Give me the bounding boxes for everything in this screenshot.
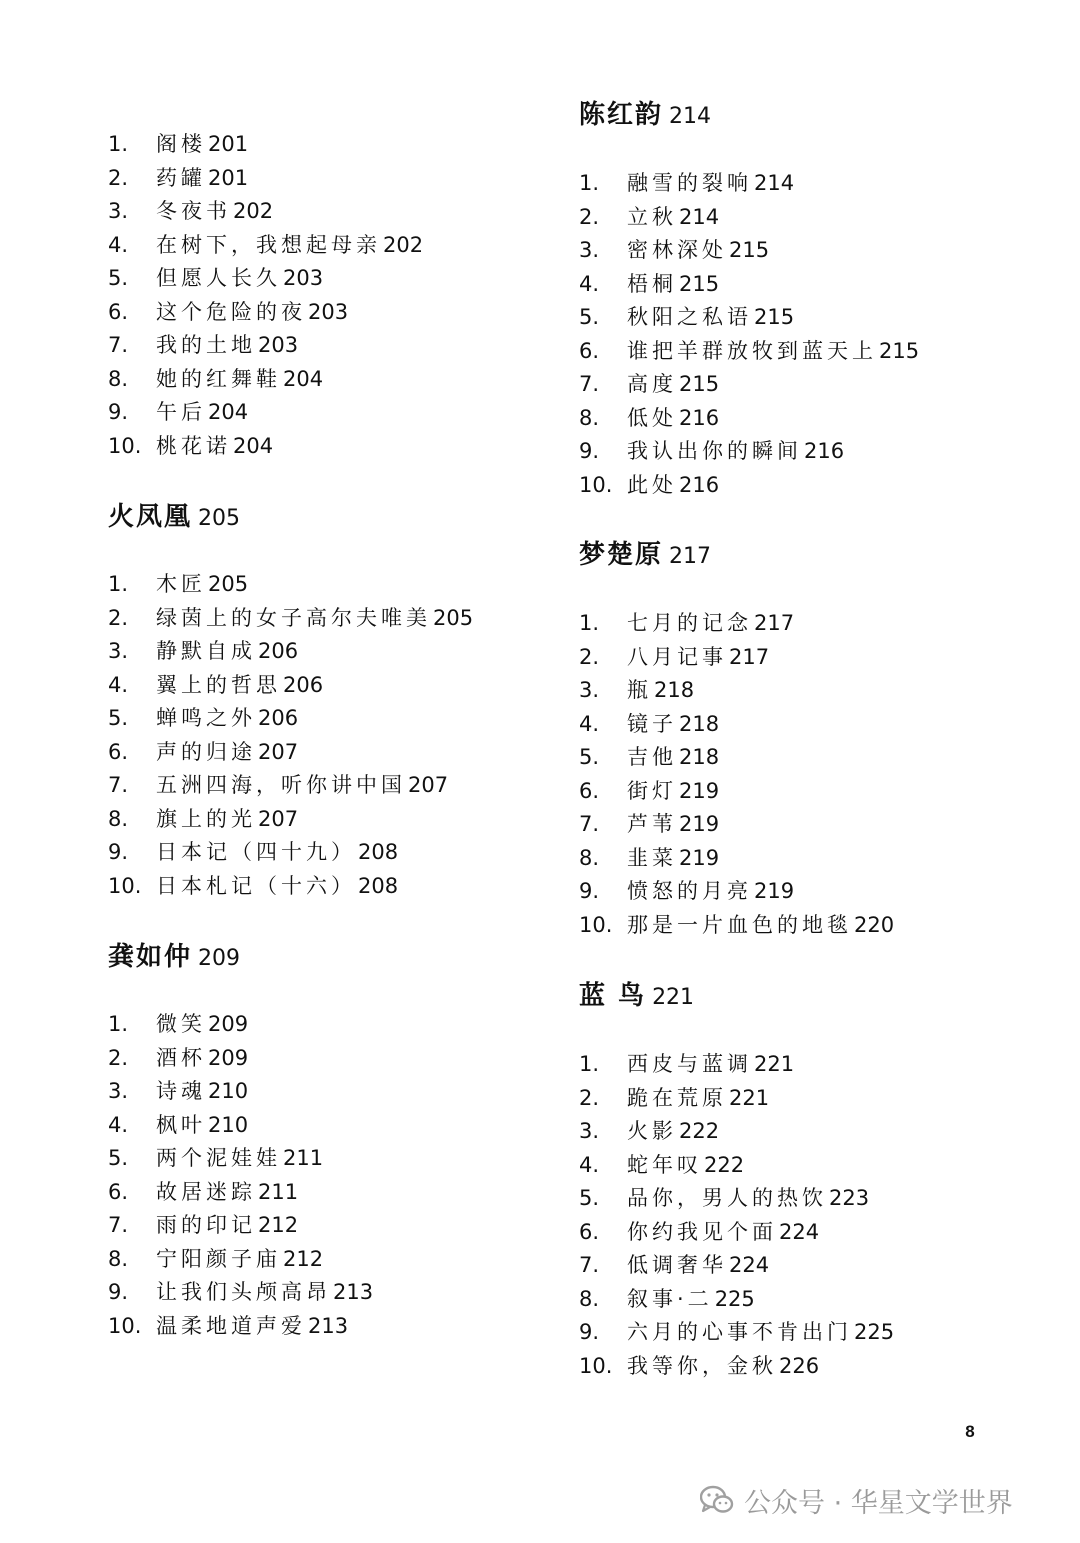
- entry-title: 芦苇: [627, 812, 677, 836]
- toc-entry: [108, 162, 423, 196]
- entry-number: 10.: [108, 1313, 142, 1338]
- entry-page: 213: [333, 1280, 374, 1304]
- author-name: 陈红韵: [579, 100, 664, 130]
- entry-page: 218: [679, 711, 720, 736]
- entry-title: 诗魂: [156, 1079, 206, 1103]
- entry-page: 215: [729, 238, 770, 262]
- entry-number: 7.: [108, 773, 129, 797]
- entry-title: 酒杯: [156, 1045, 206, 1070]
- toc-entry: [579, 1048, 894, 1082]
- toc-entry: [108, 1142, 373, 1176]
- entry-page: 207: [258, 806, 299, 831]
- entry-title: 品你，男人的热饮: [627, 1186, 827, 1210]
- entry-page: 213: [308, 1313, 349, 1338]
- entry-page: 219: [679, 778, 720, 803]
- author-start-page: 205: [198, 506, 241, 531]
- entry-number: 1.: [579, 611, 600, 635]
- entry-number: 6.: [579, 338, 600, 363]
- toc-entry: [108, 1243, 373, 1277]
- toc-entry: [579, 1149, 894, 1183]
- author-start-page: 217: [669, 544, 712, 569]
- author-start-page: 221: [652, 985, 695, 1010]
- entry-number: 10.: [108, 873, 142, 898]
- entry-page: 201: [208, 165, 249, 190]
- entry-title: 木匠: [156, 572, 206, 596]
- toc-entry: [579, 607, 894, 641]
- entry-page: 216: [804, 439, 845, 463]
- entry-page: 204: [233, 433, 274, 458]
- entry-page: 225: [854, 1320, 895, 1344]
- entry-title: 愤怒的月亮: [627, 879, 752, 903]
- section-heading: [579, 535, 711, 575]
- toc-entry: [108, 1276, 373, 1310]
- entry-title: 密林深处: [627, 238, 727, 262]
- entry-number: 2.: [108, 605, 129, 630]
- entry-number: 2.: [579, 644, 600, 669]
- toc-entry: [108, 1075, 373, 1109]
- entry-page: 203: [283, 266, 324, 290]
- toc-entry: [579, 368, 919, 402]
- entry-page: 225: [714, 1286, 755, 1311]
- entry-page: 204: [208, 400, 249, 424]
- entry-number: 2.: [108, 165, 129, 190]
- entry-title: 蝉鸣之外: [156, 706, 256, 730]
- entry-page: 215: [679, 271, 720, 296]
- entry-page: 218: [679, 745, 720, 769]
- entry-page: 226: [779, 1353, 820, 1378]
- toc-list: [108, 568, 473, 903]
- entry-number: 6.: [108, 739, 129, 764]
- entry-number: 2.: [579, 1085, 600, 1110]
- entry-number: 8.: [108, 1246, 129, 1271]
- entry-page: 222: [679, 1119, 720, 1143]
- entry-page: 221: [729, 1085, 770, 1110]
- entry-number: 9.: [579, 439, 600, 463]
- entry-number: 4.: [579, 271, 600, 296]
- entry-title: 瓶: [627, 678, 652, 702]
- entry-title: 秋阳之私语: [627, 305, 752, 329]
- entry-title: 火影: [627, 1119, 677, 1143]
- author-start-page: 209: [198, 946, 241, 971]
- entry-title: 西皮与蓝调: [627, 1052, 752, 1076]
- author-start-page: 214: [669, 104, 712, 129]
- entry-number: 9.: [108, 400, 129, 424]
- entry-number: 2.: [108, 1045, 129, 1070]
- entry-number: 3.: [579, 678, 600, 702]
- entry-number: 10.: [579, 472, 613, 497]
- entry-title: 吉他: [627, 745, 677, 769]
- entry-page: 206: [258, 639, 299, 663]
- entry-title: 我认出你的瞬间: [627, 439, 802, 463]
- entry-number: 4.: [108, 1112, 129, 1137]
- entry-title: 翼上的哲思: [156, 672, 281, 697]
- entry-page: 214: [754, 171, 795, 195]
- entry-title: 高度: [627, 372, 677, 396]
- entry-number: 8.: [579, 1286, 600, 1311]
- toc-entry: [579, 1115, 894, 1149]
- toc-entry: [579, 335, 919, 369]
- entry-number: 5.: [108, 266, 129, 290]
- toc-entry: [108, 262, 423, 296]
- entry-title: 此处: [627, 472, 677, 497]
- entry-page: 205: [208, 572, 249, 596]
- entry-title: 日本记（四十九）: [156, 840, 356, 864]
- watermark: [700, 1478, 1013, 1522]
- entry-page: 206: [258, 706, 299, 730]
- page-number: 8: [965, 1422, 975, 1441]
- entry-number: 8.: [108, 366, 129, 391]
- toc-entry: [579, 708, 894, 742]
- toc-entry: [579, 1316, 894, 1350]
- entry-page: 216: [679, 472, 720, 497]
- entry-number: 8.: [108, 806, 129, 831]
- entry-title: 我的土地: [156, 333, 256, 357]
- entry-title: 枫叶: [156, 1112, 206, 1137]
- toc-entry: [579, 674, 894, 708]
- entry-number: 4.: [579, 711, 600, 736]
- entry-number: 9.: [108, 840, 129, 864]
- entry-number: 6.: [579, 1219, 600, 1244]
- entry-title: 跪在荒原: [627, 1085, 727, 1110]
- author-name: 火凤凰: [108, 502, 193, 532]
- entry-page: 217: [729, 644, 770, 669]
- toc-entry: [108, 736, 473, 770]
- entry-page: 208: [358, 873, 399, 898]
- author-name: 蓝 鸟: [579, 981, 647, 1011]
- entry-title: 微笑: [156, 1012, 206, 1036]
- toc-entry: [579, 234, 919, 268]
- toc-entry: [108, 1176, 373, 1210]
- entry-title: 谁把羊群放牧到蓝天上: [627, 338, 877, 363]
- entry-title: 绿茵上的女子高尔夫唯美: [156, 605, 431, 630]
- entry-title: 雨的印记: [156, 1213, 256, 1237]
- toc-entry: [108, 296, 423, 330]
- entry-number: 4.: [108, 232, 129, 257]
- entry-page: 219: [679, 845, 720, 870]
- entry-title: 日本札记（十六）: [156, 873, 356, 898]
- entry-number: 6.: [108, 1179, 129, 1204]
- toc-list: [579, 1048, 894, 1383]
- watermark-text: 公众号 · 华星文学世界: [744, 1487, 1013, 1519]
- entry-title: 梧桐: [627, 271, 677, 296]
- entry-page: 219: [679, 812, 720, 836]
- entry-page: 216: [679, 405, 720, 430]
- entry-page: 218: [654, 678, 695, 702]
- entry-page: 203: [258, 333, 299, 357]
- toc-entry: [579, 167, 919, 201]
- entry-page: 208: [358, 840, 399, 864]
- toc-entry: [579, 469, 919, 503]
- toc-entry: [108, 1042, 373, 1076]
- entry-number: 3.: [108, 639, 129, 663]
- section-heading: [108, 497, 240, 537]
- entry-title: 故居迷踪: [156, 1179, 256, 1204]
- toc-entry: [108, 229, 423, 263]
- entry-title: 她的红舞鞋: [156, 366, 281, 391]
- entry-page: 206: [283, 672, 324, 697]
- entry-page: 214: [679, 204, 720, 229]
- entry-number: 4.: [579, 1152, 600, 1177]
- entry-page: 210: [208, 1112, 249, 1137]
- entry-number: 3.: [108, 1079, 129, 1103]
- entry-number: 1.: [108, 572, 129, 596]
- entry-title: 五洲四海，听你讲中国: [156, 773, 406, 797]
- entry-page: 202: [383, 232, 424, 257]
- entry-number: 3.: [579, 1119, 600, 1143]
- wechat-icon: [700, 1485, 734, 1515]
- toc-entry: [579, 268, 919, 302]
- entry-number: 5.: [108, 1146, 129, 1170]
- toc-entry: [108, 1109, 373, 1143]
- entry-number: 5.: [579, 745, 600, 769]
- toc-entry: [108, 329, 423, 363]
- toc-entry: [579, 301, 919, 335]
- toc-entry: [108, 1209, 373, 1243]
- entry-title: 温柔地道声爱: [156, 1313, 306, 1338]
- entry-number: 7.: [108, 1213, 129, 1237]
- toc-entry: [108, 396, 423, 430]
- toc-entry: [108, 702, 473, 736]
- toc-entry: [108, 1008, 373, 1042]
- entry-title: 药罐: [156, 165, 206, 190]
- entry-page: 215: [754, 305, 795, 329]
- section-heading: [108, 937, 240, 977]
- entry-title: 低调奢华: [627, 1253, 727, 1277]
- entry-title: 韭菜: [627, 845, 677, 870]
- entry-title: 但愿人长久: [156, 266, 281, 290]
- entry-number: 6.: [579, 778, 600, 803]
- entry-title: 八月记事: [627, 644, 727, 669]
- entry-title: 这个危险的夜: [156, 299, 306, 324]
- entry-number: 5.: [108, 706, 129, 730]
- toc-entry: [579, 435, 919, 469]
- entry-number: 10.: [579, 1353, 613, 1378]
- toc-entry: [579, 402, 919, 436]
- toc-entry: [108, 870, 473, 904]
- entry-page: 219: [754, 879, 795, 903]
- entry-number: 3.: [108, 199, 129, 223]
- toc-entry: [579, 201, 919, 235]
- entry-title: 两个泥娃娃: [156, 1146, 281, 1170]
- entry-title: 旗上的光: [156, 806, 256, 831]
- entry-number: 9.: [579, 879, 600, 903]
- toc-entry: [108, 769, 473, 803]
- entry-title: 让我们头颅高昂: [156, 1280, 331, 1304]
- toc-entry: [579, 775, 894, 809]
- entry-page: 204: [283, 366, 324, 391]
- entry-page: 209: [208, 1045, 249, 1070]
- toc-entry: [108, 195, 423, 229]
- toc-entry: [579, 909, 894, 943]
- entry-page: 224: [729, 1253, 770, 1277]
- toc-entry: [108, 836, 473, 870]
- entry-number: 2.: [579, 204, 600, 229]
- entry-page: 207: [408, 773, 449, 797]
- toc-list: [579, 167, 919, 502]
- toc-entry: [108, 635, 473, 669]
- entry-title: 七月的记念: [627, 611, 752, 635]
- entry-number: 10.: [108, 433, 142, 458]
- toc-entry: [108, 602, 473, 636]
- entry-page: 210: [208, 1079, 249, 1103]
- entry-page: 224: [779, 1219, 820, 1244]
- entry-title: 你约我见个面: [627, 1219, 777, 1244]
- entry-page: 203: [308, 299, 349, 324]
- entry-number: 3.: [579, 238, 600, 262]
- toc-entry: [108, 128, 423, 162]
- toc-entry: [108, 430, 423, 464]
- entry-title: 融雪的裂响: [627, 171, 752, 195]
- entry-number: 7.: [579, 372, 600, 396]
- entry-title: 宁阳颜子庙: [156, 1246, 281, 1271]
- entry-title: 阁楼: [156, 132, 206, 156]
- entry-title: 蛇年叹: [627, 1152, 702, 1177]
- entry-number: 9.: [108, 1280, 129, 1304]
- toc-entry: [108, 363, 423, 397]
- toc-entry: [579, 875, 894, 909]
- entry-page: 215: [679, 372, 720, 396]
- section-heading: [579, 976, 694, 1016]
- entry-page: 221: [754, 1052, 795, 1076]
- entry-title: 立秋: [627, 204, 677, 229]
- toc-entry: [579, 808, 894, 842]
- toc-entry: [108, 1310, 373, 1344]
- entry-number: 6.: [108, 299, 129, 324]
- entry-title: 镜子: [627, 711, 677, 736]
- entry-page: 220: [854, 912, 895, 937]
- toc-entry: [108, 568, 473, 602]
- entry-number: 7.: [579, 1253, 600, 1277]
- entry-title: 叙事·二: [627, 1286, 713, 1311]
- entry-number: 7.: [108, 333, 129, 357]
- toc-entry: [579, 1082, 894, 1116]
- entry-number: 7.: [579, 812, 600, 836]
- entry-number: 4.: [108, 672, 129, 697]
- entry-number: 5.: [579, 1186, 600, 1210]
- entry-page: 207: [258, 739, 299, 764]
- entry-page: 222: [704, 1152, 745, 1177]
- toc-entry: [579, 1350, 894, 1384]
- entry-page: 205: [433, 605, 474, 630]
- entry-page: 223: [829, 1186, 870, 1210]
- toc-entry: [579, 1283, 894, 1317]
- toc-entry: [579, 842, 894, 876]
- entry-title: 六月的心事不肯出门: [627, 1320, 852, 1344]
- entry-title: 在树下，我想起母亲: [156, 232, 381, 257]
- entry-number: 1.: [579, 1052, 600, 1076]
- entry-title: 低处: [627, 405, 677, 430]
- toc-entry: [579, 641, 894, 675]
- entry-number: 1.: [108, 1012, 129, 1036]
- entry-page: 217: [754, 611, 795, 635]
- toc-list: [108, 1008, 373, 1343]
- entry-page: 212: [283, 1246, 324, 1271]
- toc-entry: [579, 1182, 894, 1216]
- entry-title: 静默自成: [156, 639, 256, 663]
- entry-page: 215: [879, 338, 920, 363]
- entry-page: 209: [208, 1012, 249, 1036]
- entry-number: 1.: [108, 132, 129, 156]
- entry-number: 8.: [579, 845, 600, 870]
- entry-number: 5.: [579, 305, 600, 329]
- toc-entry: [579, 1249, 894, 1283]
- entry-number: 8.: [579, 405, 600, 430]
- entry-page: 212: [258, 1213, 299, 1237]
- toc-entry: [579, 741, 894, 775]
- entry-page: 211: [258, 1179, 299, 1204]
- entry-title: 那是一片血色的地毯: [627, 912, 852, 937]
- toc-entry: [108, 669, 473, 703]
- toc-list: [108, 128, 423, 463]
- entry-page: 202: [233, 199, 274, 223]
- author-name: 梦楚原: [579, 540, 664, 570]
- entry-page: 201: [208, 132, 249, 156]
- entry-title: 我等你，金秋: [627, 1353, 777, 1378]
- entry-number: 1.: [579, 171, 600, 195]
- section-heading: [579, 95, 711, 135]
- entry-title: 桃花诺: [156, 433, 231, 458]
- toc-list: [579, 607, 894, 942]
- author-name: 龚如仲: [108, 942, 193, 972]
- toc-entry: [108, 803, 473, 837]
- entry-number: 9.: [579, 1320, 600, 1344]
- entry-number: 10.: [579, 912, 613, 937]
- entry-page: 211: [283, 1146, 324, 1170]
- toc-entry: [579, 1216, 894, 1250]
- entry-title: 声的归途: [156, 739, 256, 764]
- entry-title: 冬夜书: [156, 199, 231, 223]
- entry-title: 街灯: [627, 778, 677, 803]
- entry-title: 午后: [156, 400, 206, 424]
